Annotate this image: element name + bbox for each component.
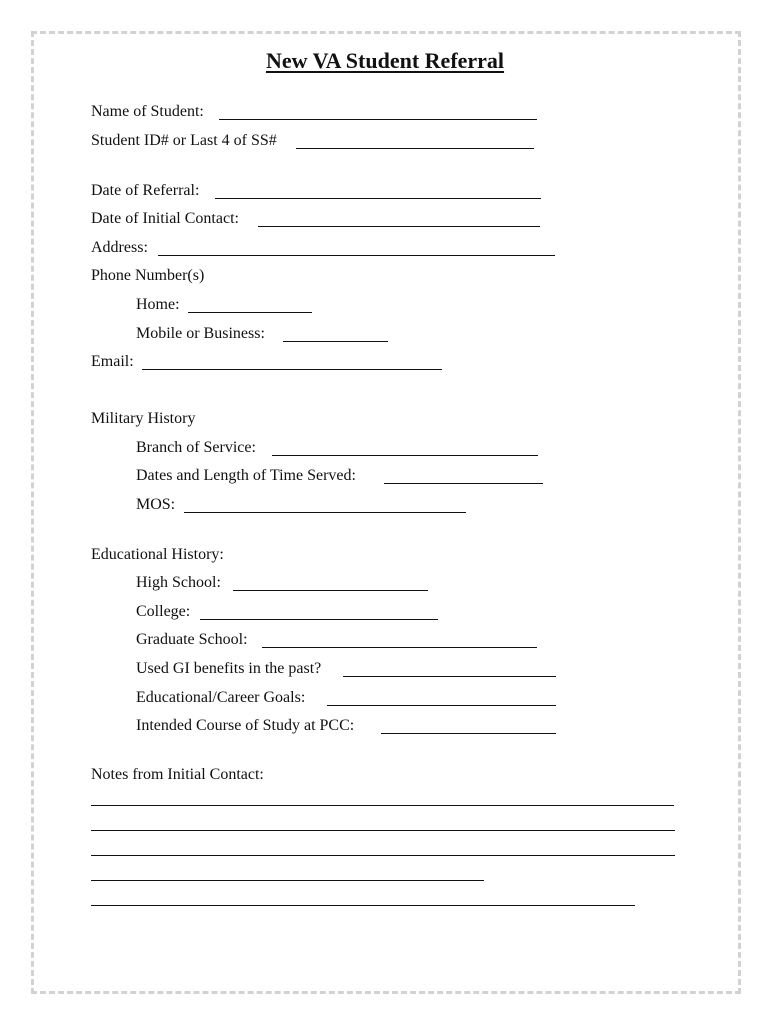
dates-served-field[interactable] bbox=[384, 483, 543, 484]
career-goals-label: Educational/Career Goals: bbox=[136, 689, 306, 706]
branch-of-service-label: Branch of Service: bbox=[136, 439, 256, 456]
career-goals-field[interactable] bbox=[327, 705, 556, 706]
graduate-school-label: Graduate School: bbox=[136, 631, 248, 648]
college-label: College: bbox=[136, 603, 191, 620]
student-name-label: Name of Student: bbox=[91, 103, 204, 120]
intended-course-label: Intended Course of Study at PCC: bbox=[136, 717, 355, 734]
address-label: Address: bbox=[91, 239, 148, 256]
email-label: Email: bbox=[91, 353, 134, 370]
mobile-phone-label: Mobile or Business: bbox=[136, 325, 265, 342]
high-school-field[interactable] bbox=[233, 590, 428, 591]
date-of-initial-contact-field[interactable] bbox=[258, 226, 540, 227]
notes-line[interactable] bbox=[91, 905, 635, 906]
mos-field[interactable] bbox=[184, 512, 466, 513]
notes-line[interactable] bbox=[91, 805, 674, 806]
branch-of-service-field[interactable] bbox=[272, 455, 538, 456]
phone-numbers-label: Phone Number(s) bbox=[91, 267, 205, 284]
address-field[interactable] bbox=[158, 255, 555, 256]
intended-course-field[interactable] bbox=[381, 733, 556, 734]
home-phone-field[interactable] bbox=[188, 312, 312, 313]
date-of-referral-label: Date of Referral: bbox=[91, 182, 200, 199]
high-school-label: High School: bbox=[136, 574, 221, 591]
student-id-field[interactable] bbox=[296, 148, 534, 149]
gi-benefits-field[interactable] bbox=[343, 676, 556, 677]
email-field[interactable] bbox=[142, 369, 442, 370]
notes-heading: Notes from Initial Contact: bbox=[91, 766, 264, 783]
educational-history-heading: Educational History: bbox=[91, 546, 224, 563]
mobile-phone-field[interactable] bbox=[283, 341, 388, 342]
home-phone-label: Home: bbox=[136, 296, 180, 313]
gi-benefits-label: Used GI benefits in the past? bbox=[136, 660, 322, 677]
date-of-referral-field[interactable] bbox=[215, 198, 541, 199]
mos-label: MOS: bbox=[136, 496, 176, 513]
student-id-label: Student ID# or Last 4 of SS# bbox=[91, 132, 277, 149]
notes-line[interactable] bbox=[91, 855, 675, 856]
student-name-field[interactable] bbox=[219, 119, 537, 120]
notes-line[interactable] bbox=[91, 880, 484, 881]
date-of-initial-contact-label: Date of Initial Contact: bbox=[91, 210, 239, 227]
graduate-school-field[interactable] bbox=[262, 647, 537, 648]
form-title: New VA Student Referral bbox=[265, 48, 505, 73]
notes-line[interactable] bbox=[91, 830, 675, 831]
dates-served-label: Dates and Length of Time Served: bbox=[136, 467, 356, 484]
college-field[interactable] bbox=[200, 619, 438, 620]
military-history-heading: Military History bbox=[91, 410, 196, 427]
